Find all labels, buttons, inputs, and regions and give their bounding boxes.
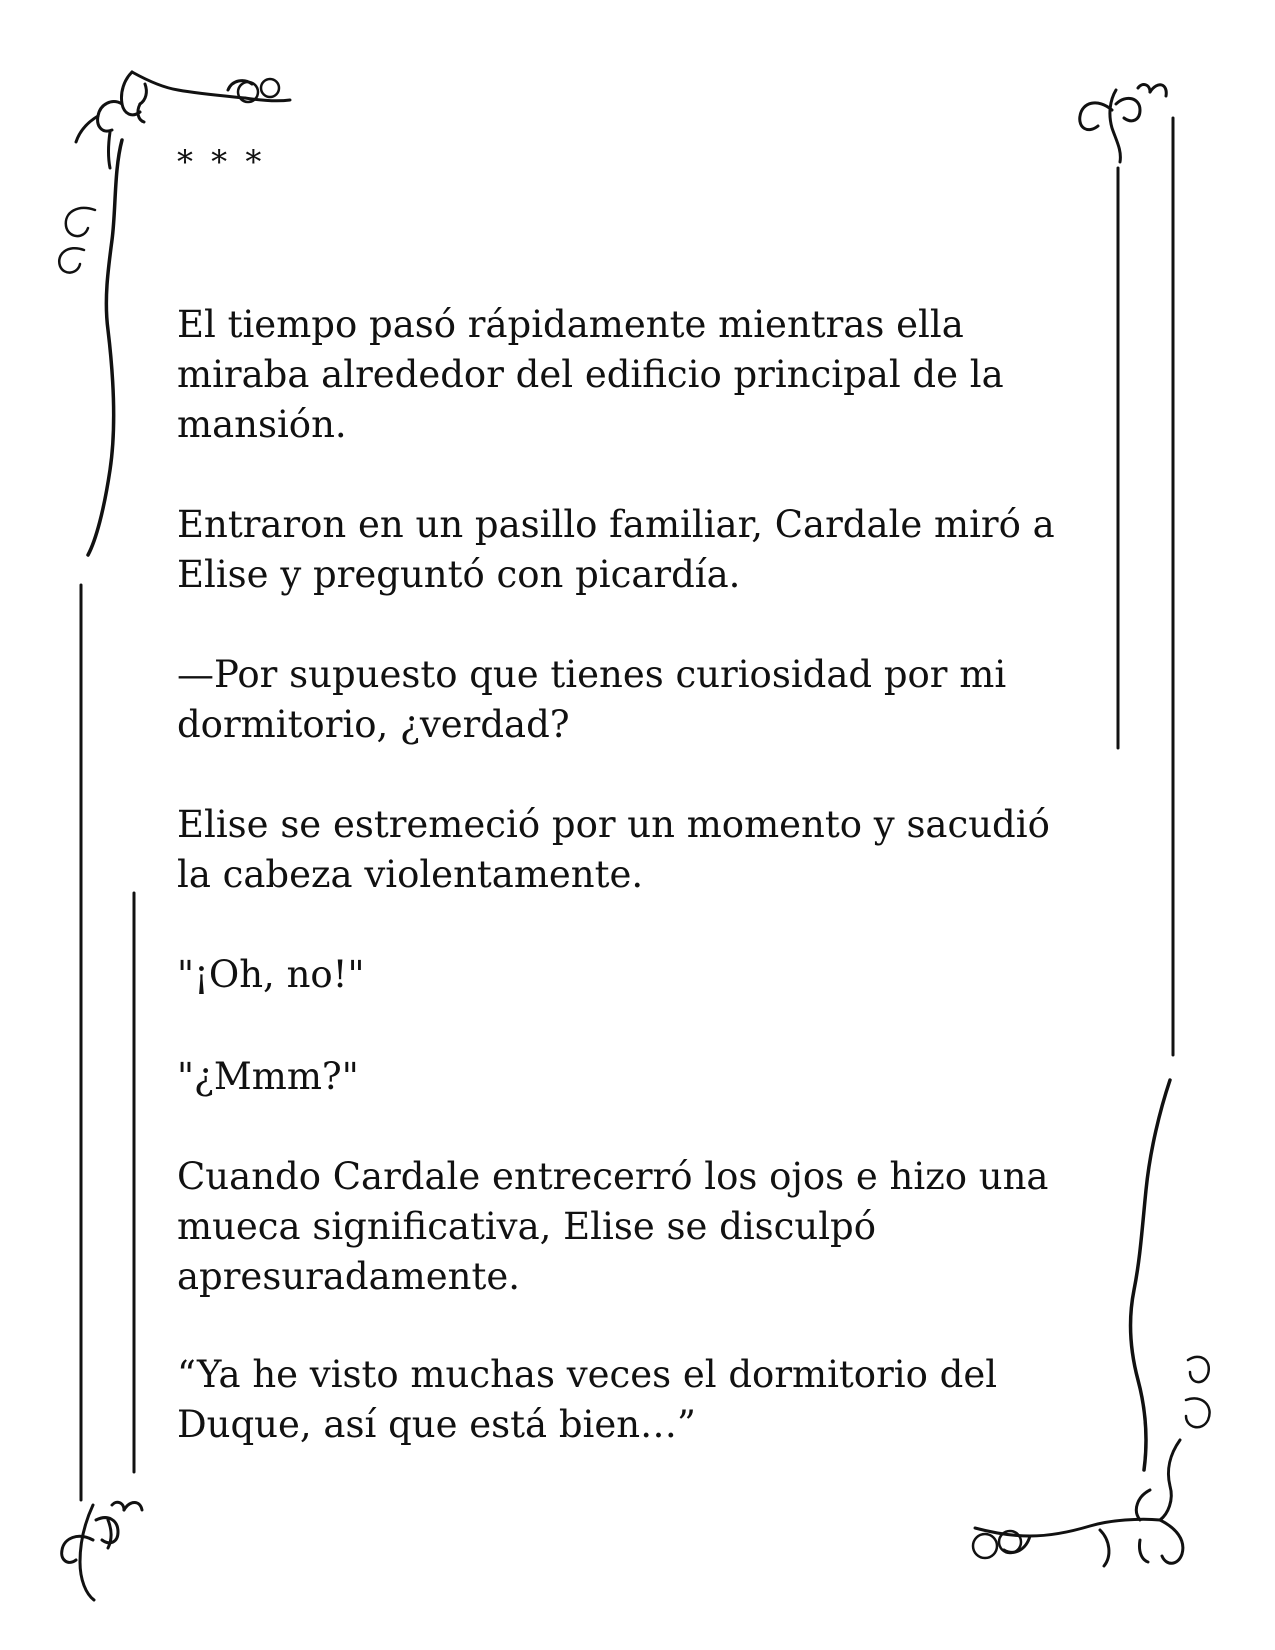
paragraph-dialogue-cardale: —Por supuesto que tienes curiosidad por mi dormitorio, ¿verdad? (177, 653, 1007, 746)
paragraph-dialogue-elise-2: “Ya he visto muchas veces el dormitorio del Duque, así que está bien…” (177, 1353, 998, 1446)
paragraph-dialogue-elise-1: "¡Oh, no!" (177, 953, 365, 996)
paragraph-narration-1: El tiempo pasó rápidamente mientras ella miraba alrededor del edificio principal de la mansión. (177, 303, 1004, 446)
paragraph-narration-2: Entraron en un pasillo familiar, Cardale miró a Elise y preguntó con picardía. (177, 503, 1055, 596)
paragraph-narration-4: Cuando Cardale entrecerró los ojos e hizo una mueca significativa, Elise se disculpó apresuradamente. (177, 1155, 1049, 1298)
paragraph-dialogue-cardale-2: "¿Mmm?" (177, 1055, 359, 1098)
top-right-flourish (1080, 85, 1167, 162)
section-separator: * * * (177, 143, 266, 181)
bottom-left-flourish (62, 1502, 142, 1600)
paragraph-narration-3: Elise se estremeció por un momento y sacudió la cabeza violentamente. (177, 803, 1050, 896)
